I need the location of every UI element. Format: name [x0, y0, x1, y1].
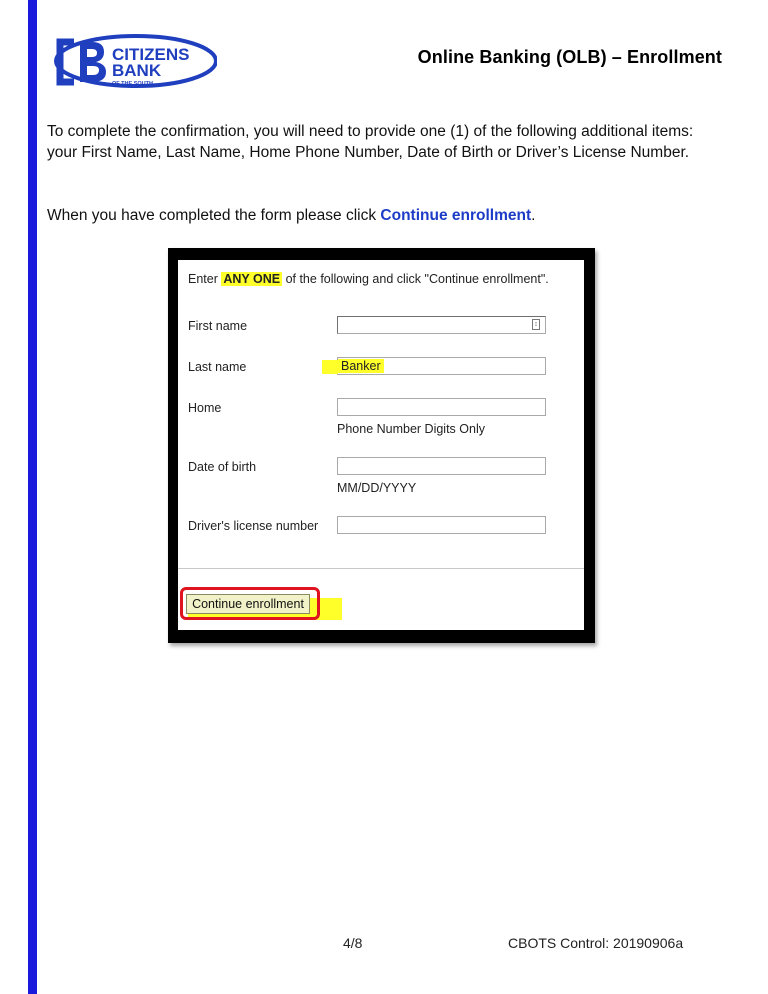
- enrollment-form: [178, 260, 584, 630]
- last-name-label: Last name: [188, 360, 247, 374]
- logo-text-citizens: CITIZENS: [112, 45, 190, 64]
- citizens-bank-logo: [52, 32, 217, 90]
- drivers-license-label: Driver's license number: [188, 519, 319, 533]
- continue-enrollment-button[interactable]: Continue enrollment: [186, 594, 310, 614]
- page-title: Online Banking (OLB) – Enrollment: [417, 47, 722, 67]
- last-name-input[interactable]: [337, 357, 546, 375]
- date-of-birth-label: Date of birth: [188, 460, 257, 474]
- form-screenshot-frame: [168, 248, 595, 643]
- continue-button-callout: [180, 587, 320, 620]
- home-phone-label: Home: [188, 401, 222, 415]
- left-accent-bar: [28, 0, 37, 994]
- last-name-highlight: [322, 360, 338, 374]
- logo-text-tagline: OF THE SOUTH: [112, 81, 153, 87]
- form-instruction: [188, 272, 549, 286]
- continue-paragraph-prefix: When you have completed the form please click: [47, 207, 381, 224]
- form-instruction-prefix: Enter: [188, 272, 222, 286]
- keyboard-icon[interactable]: ↕: [532, 319, 540, 330]
- first-name-label: First name: [188, 319, 248, 333]
- date-of-birth-input[interactable]: [337, 457, 546, 475]
- page-number: 4/8: [343, 935, 363, 951]
- form-instruction-highlight: ANY ONE: [223, 272, 281, 286]
- continue-enrollment-reference: Continue enrollment: [380, 207, 532, 224]
- logo-text-bank: BANK: [112, 61, 162, 80]
- continue-paragraph-suffix: .: [531, 207, 536, 224]
- continue-paragraph: [47, 205, 707, 226]
- form-instruction-suffix: of the following and click "Continue enrollment".: [282, 272, 549, 286]
- home-phone-input[interactable]: [337, 398, 546, 416]
- drivers-license-input[interactable]: [337, 516, 546, 534]
- control-number: CBOTS Control: 20190906a: [508, 935, 684, 951]
- home-phone-hint: Phone Number Digits Only: [337, 422, 485, 436]
- form-divider: [178, 568, 584, 569]
- instructions-paragraph: To complete the confirmation, you will need to provide one (1) of the following additional items: your First Name, Last Name, Home Phone Number, Date of Birth or Driver’s License Number.: [47, 123, 694, 161]
- date-of-birth-hint: MM/DD/YYYY: [337, 481, 417, 495]
- last-name-value: Banker: [338, 359, 384, 373]
- first-name-input[interactable]: [337, 316, 546, 334]
